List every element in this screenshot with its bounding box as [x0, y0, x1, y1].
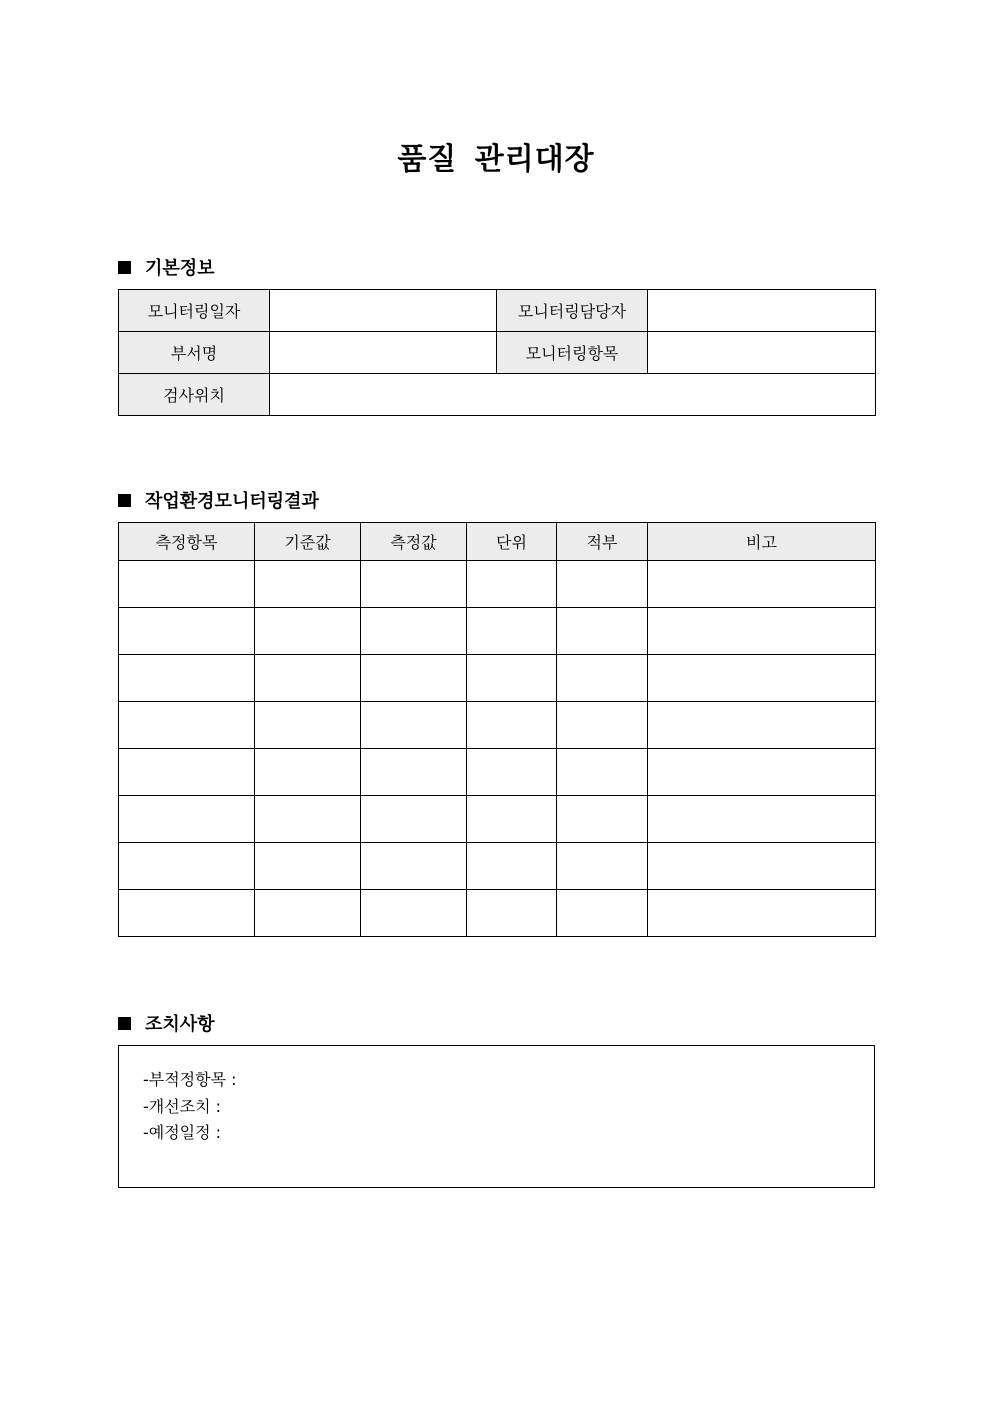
table-cell[interactable] [255, 843, 361, 890]
actions-box[interactable] [118, 1045, 875, 1188]
table-row [119, 702, 876, 749]
table-row [119, 843, 876, 890]
table-cell[interactable] [648, 655, 876, 702]
table-cell[interactable] [119, 843, 255, 890]
scheduled-date-line: -예정일정 : [143, 1123, 222, 1142]
table-cell[interactable] [467, 796, 557, 843]
column-header-measured-value: 측정값 [361, 523, 467, 561]
table-cell[interactable] [648, 561, 876, 608]
table-cell[interactable] [361, 749, 467, 796]
section-heading-results [118, 487, 319, 513]
column-header-unit: 단위 [467, 523, 557, 561]
table-cell[interactable] [467, 561, 557, 608]
department-field[interactable] [270, 332, 497, 374]
table-cell[interactable] [648, 796, 876, 843]
table-cell[interactable] [557, 890, 648, 937]
table-cell[interactable] [361, 608, 467, 655]
table-cell[interactable] [119, 561, 255, 608]
square-bullet-icon [118, 261, 131, 274]
inspection-location-label: 검사위치 [119, 374, 270, 416]
column-header-remarks: 비고 [648, 523, 876, 561]
inspection-location-field[interactable] [270, 374, 876, 416]
basic-info-table [118, 289, 876, 416]
table-cell[interactable] [648, 702, 876, 749]
table-cell[interactable] [255, 749, 361, 796]
table-cell[interactable] [361, 890, 467, 937]
table-row [119, 890, 876, 937]
section-heading-label: 조치사항 [145, 1014, 215, 1035]
improvement-action-line: -개선조치 : [143, 1097, 222, 1116]
table-cell[interactable] [467, 749, 557, 796]
nonconforming-item-line: -부적정항목 : [143, 1070, 237, 1089]
table-cell[interactable] [361, 843, 467, 890]
page-title: 품질 관리대장 [397, 142, 595, 177]
table-row [119, 374, 876, 416]
table-cell[interactable] [119, 608, 255, 655]
section-heading-basic-info [118, 254, 215, 280]
table-cell[interactable] [467, 608, 557, 655]
section-heading-label: 작업환경모니터링결과 [145, 491, 319, 512]
table-row [119, 655, 876, 702]
table-cell[interactable] [557, 608, 648, 655]
table-cell[interactable] [648, 843, 876, 890]
table-cell[interactable] [255, 608, 361, 655]
monitoring-manager-field[interactable] [648, 290, 876, 332]
table-cell[interactable] [557, 749, 648, 796]
monitoring-date-field[interactable] [270, 290, 497, 332]
table-cell[interactable] [467, 890, 557, 937]
table-row [119, 796, 876, 843]
table-cell[interactable] [119, 890, 255, 937]
table-cell[interactable] [467, 655, 557, 702]
table-cell[interactable] [255, 890, 361, 937]
table-cell[interactable] [255, 702, 361, 749]
monitoring-date-label: 모니터링일자 [119, 290, 270, 332]
table-cell[interactable] [557, 561, 648, 608]
table-cell[interactable] [648, 890, 876, 937]
table-row [119, 561, 876, 608]
table-cell[interactable] [119, 702, 255, 749]
monitoring-item-label: 모니터링항목 [497, 332, 648, 374]
column-header-suitability: 적부 [557, 523, 648, 561]
table-cell[interactable] [255, 796, 361, 843]
square-bullet-icon [118, 1017, 131, 1030]
table-cell[interactable] [255, 561, 361, 608]
table-cell[interactable] [361, 702, 467, 749]
table-cell[interactable] [255, 655, 361, 702]
column-header-standard-value: 기준값 [255, 523, 361, 561]
department-label: 부서명 [119, 332, 270, 374]
table-cell[interactable] [361, 796, 467, 843]
results-table [118, 522, 876, 937]
section-heading-actions [118, 1010, 215, 1036]
table-cell[interactable] [467, 702, 557, 749]
table-cell[interactable] [361, 561, 467, 608]
table-cell[interactable] [119, 749, 255, 796]
section-heading-label: 기본정보 [145, 258, 215, 279]
table-cell[interactable] [557, 702, 648, 749]
table-cell[interactable] [557, 796, 648, 843]
table-cell[interactable] [467, 843, 557, 890]
table-cell[interactable] [557, 843, 648, 890]
monitoring-item-field[interactable] [648, 332, 876, 374]
table-row [119, 290, 876, 332]
table-row [119, 332, 876, 374]
table-cell[interactable] [648, 749, 876, 796]
table-cell[interactable] [119, 655, 255, 702]
table-row [119, 749, 876, 796]
table-cell[interactable] [557, 655, 648, 702]
monitoring-manager-label: 모니터링담당자 [497, 290, 648, 332]
table-row [119, 608, 876, 655]
square-bullet-icon [118, 494, 131, 507]
table-header-row [119, 523, 876, 561]
table-cell[interactable] [648, 608, 876, 655]
column-header-measurement-item: 측정항목 [119, 523, 255, 561]
table-cell[interactable] [361, 655, 467, 702]
table-cell[interactable] [119, 796, 255, 843]
